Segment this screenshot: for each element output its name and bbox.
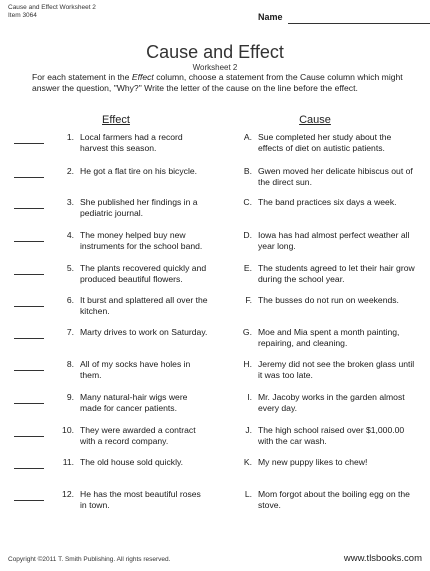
answer-blank[interactable] [14, 143, 44, 144]
effect-number: 7. [66, 327, 74, 337]
worksheet-row [0, 359, 430, 393]
effect-number: 6. [66, 295, 74, 305]
cause-statement: The busses do not run on weekends. [258, 295, 399, 305]
worksheet-title: Cause and Effect Worksheet 2 [8, 4, 96, 11]
cause-statement: The students agreed to let their hair grow during the school year. [258, 263, 415, 284]
cause-letter: H. [243, 359, 252, 369]
worksheet-row [0, 327, 430, 361]
cause-letter: G. [242, 327, 252, 337]
name-field[interactable] [258, 12, 430, 24]
effect-statement: Local farmers had a record harvest this season. [80, 132, 183, 153]
cause-letter: E. [243, 263, 252, 273]
effect-statement: It burst and splattered all over the kitchen. [80, 295, 208, 316]
effect-statement: All of my socks have holes in them. [80, 359, 191, 380]
cause-statement: Mom forgot about the boiling egg on the stove. [258, 489, 410, 510]
cause-statement: Moe and Mia spent a month painting, repairing, and cleaning. [258, 327, 400, 348]
page-subtitle: Worksheet 2 [192, 63, 238, 72]
worksheet-row [0, 263, 430, 297]
cause-statement: The high school raised over $1,000.00 with the car wash. [258, 425, 405, 446]
cause-statement: Mr. Jacoby works in the garden almost every day. [258, 392, 405, 413]
instructions-effect-word: Effect [131, 72, 154, 82]
effect-number: 2. [66, 166, 74, 176]
worksheet-row [0, 197, 430, 231]
effect-number: 8. [66, 359, 74, 369]
cause-letter: L. [244, 489, 252, 499]
cause-statement: My new puppy likes to chew! [258, 457, 368, 467]
answer-blank[interactable] [14, 306, 44, 307]
cause-statement: The band practices six days a week. [258, 197, 397, 207]
cause-column-header: Cause [299, 114, 331, 126]
cause-letter: D. [243, 230, 252, 240]
cause-letter: B. [243, 166, 252, 176]
effect-statement: The old house sold quickly. [80, 457, 184, 467]
answer-blank[interactable] [14, 338, 44, 339]
effect-number: 11. [62, 457, 74, 467]
effect-statement: Marty drives to work on Saturday. [80, 327, 208, 337]
cause-letter: C. [243, 197, 252, 207]
effect-number: 3. [66, 197, 74, 207]
effect-number: 12. [62, 489, 74, 499]
item-number: Item 3064 [8, 12, 37, 19]
cause-letter: K. [243, 457, 252, 467]
effect-statement: Many natural-hair wigs were made for cancer patients. [80, 392, 188, 413]
answer-blank[interactable] [14, 500, 44, 501]
answer-blank[interactable] [14, 468, 44, 469]
cause-statement: Iowa has had almost perfect weather all year long. [258, 230, 410, 251]
effect-statement: He has the most beautiful roses in town. [80, 489, 201, 510]
answer-blank[interactable] [14, 274, 44, 275]
name-line[interactable] [288, 23, 430, 24]
effect-number: 5. [66, 263, 74, 273]
cause-statement: Sue completed her study about the effects of diet on autistic patients. [258, 132, 392, 153]
effect-statement: He got a flat tire on his bicycle. [80, 166, 198, 176]
instructions-part1: For each statement in the [32, 72, 132, 82]
answer-blank[interactable] [14, 208, 44, 209]
copyright-notice: Copyright ©2011 T. Smith Publishing. All rights reserved. [8, 556, 171, 563]
effect-number: 1. [66, 132, 74, 142]
effect-number: 4. [66, 230, 74, 240]
answer-blank[interactable] [14, 370, 44, 371]
cause-statement: Gwen moved her delicate hibiscus out of the direct sun. [258, 166, 413, 187]
answer-blank[interactable] [14, 241, 44, 242]
answer-blank[interactable] [14, 436, 44, 437]
cause-letter: A. [243, 132, 252, 142]
worksheet-row [0, 166, 430, 200]
instructions [32, 72, 408, 93]
worksheet-row [0, 425, 430, 459]
answer-blank[interactable] [14, 177, 44, 178]
cause-letter: J. [245, 425, 252, 435]
page-title: Cause and Effect [146, 42, 284, 62]
effect-statement: The money helped buy new instruments for the school band. [80, 230, 203, 251]
effect-statement: They were awarded a contract with a record company. [80, 425, 196, 446]
worksheet-row [0, 489, 430, 523]
cause-letter: F. [245, 295, 252, 305]
answer-blank[interactable] [14, 403, 44, 404]
effect-statement: The plants recovered quickly and produced beautiful flowers. [80, 263, 207, 284]
website-link[interactable]: www.tlsbooks.com [343, 553, 422, 564]
effect-column-header: Effect [102, 114, 130, 126]
cause-letter: I. [247, 392, 252, 402]
worksheet-header [8, 4, 422, 30]
effect-statement: She published her findings in a pediatric journal. [80, 197, 198, 218]
effect-number: 9. [66, 392, 74, 402]
instructions-part2: column, choose a statement from the Cause column which might answer the question, "Why?" Write the letter of the cause on the line before the effect. [32, 72, 403, 93]
effect-number: 10. [62, 425, 74, 435]
worksheet-row [0, 457, 430, 491]
name-label: Name [258, 12, 283, 22]
worksheet-row [0, 230, 430, 264]
cause-statement: Jeremy did not see the broken glass until it was too late. [258, 359, 415, 380]
worksheet-row [0, 132, 430, 166]
worksheet-row [0, 392, 430, 426]
worksheet-row [0, 295, 430, 329]
